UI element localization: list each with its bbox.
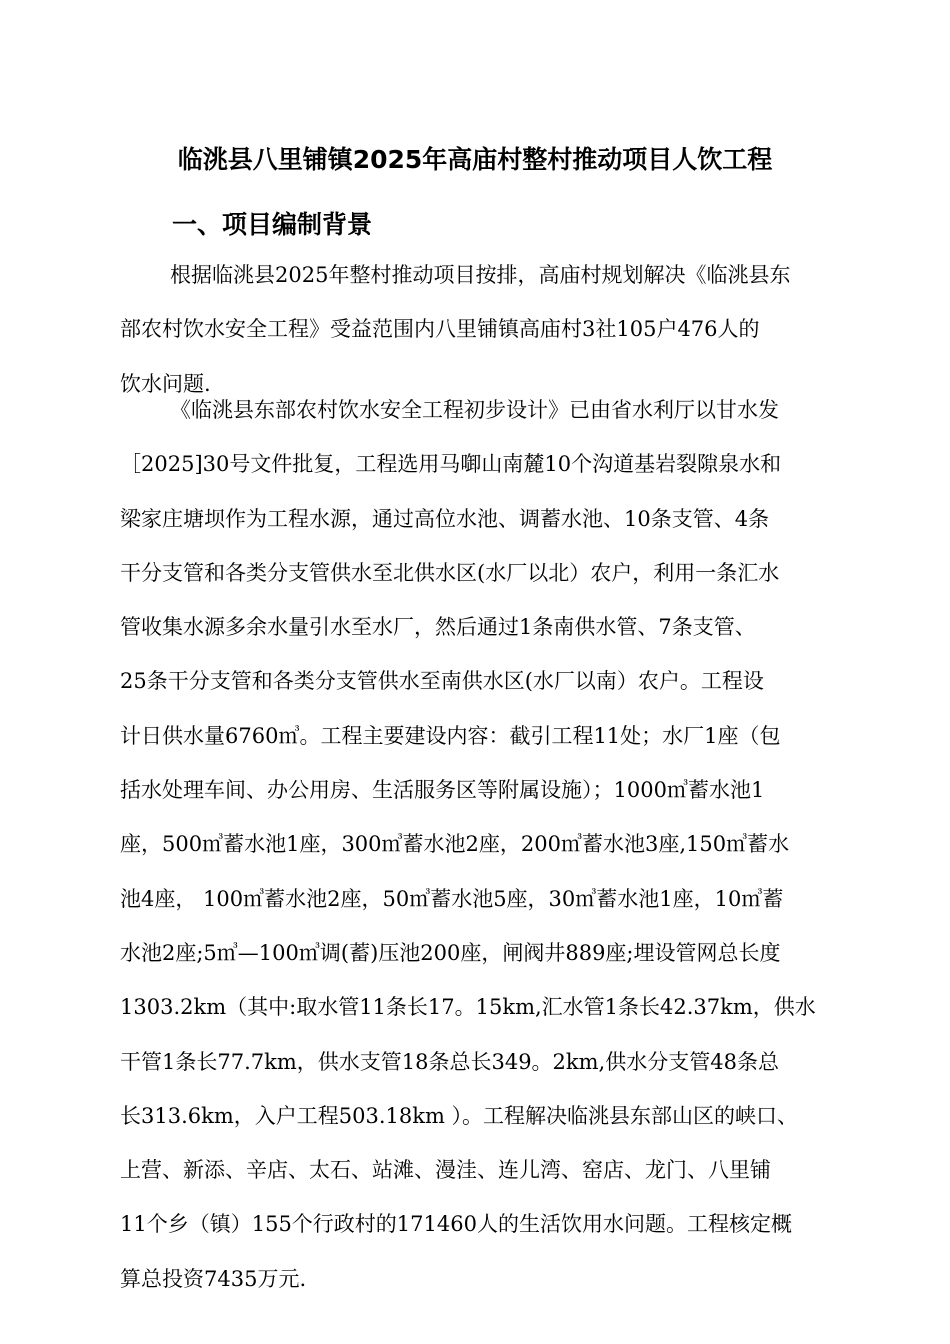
paragraph-line: 算总投资7435万元. xyxy=(120,1266,307,1291)
paragraph-line: 根据临洮县2025年整村推动项目按排，高庙村规划解决《临洮县东 xyxy=(170,263,791,287)
paragraph-line: 25条干分支管和各类分支管供水至南供水区(水厂以南）农户。工程设 xyxy=(120,669,764,694)
paragraph-line: 长313.6km，入户工程503.18km ）。工程解决临洮县东部山区的峡口、 xyxy=(120,1103,799,1128)
paragraph-line: 梁家庄塘坝作为工程水源，通过高位水池、调蓄水池、10条支管、4条 xyxy=(120,506,770,531)
paragraph-line: 《临洮县东部农村饮水安全工程初步设计》已由省水利厅以甘水发 xyxy=(170,398,779,422)
document-title: 临洮县八里铺镇2025年高庙村整村推动项目人饮工程 xyxy=(177,145,773,174)
paragraph-line: 上营、新添、辛店、太石、站滩、漫洼、连儿湾、窑店、龙门、八里铺 xyxy=(120,1158,771,1183)
paragraph-line: 水池2座;5㎥—100㎥调(蓄)压池200座，闸阀井889座;埋设管网总长度 xyxy=(120,940,781,965)
paragraph-line: 11个乡（镇）155个行政村的171460人的生活饮用水问题。工程核定概 xyxy=(120,1212,792,1237)
paragraph-line: 括水处理车间、办公用房、生活服务区等附属设施）；1000㎥蓄水池1 xyxy=(120,778,765,803)
paragraph-line: 座，500㎥蓄水池1座，300㎥蓄水池2座，200㎥蓄水池3座,150㎥蓄水 xyxy=(120,832,790,857)
section-heading: 一、项目编制背景 xyxy=(172,210,373,239)
paragraph-line: 管收集水源多余水量引水至水厂，然后通过1条南供水管、7条支管、 xyxy=(120,615,756,640)
paragraph-line: ［2025]30号文件批复，工程选用马啣山南麓10个沟道基岩裂隙泉水和 xyxy=(120,452,782,477)
paragraph-design-approval xyxy=(120,383,832,1306)
paragraph-line: 干管1条长77.7km，供水支管18条总长349。2km,供水分支管48条总 xyxy=(120,1049,779,1074)
paragraph-line: 干分支管和各类分支管供水至北供水区(水厂以北）农户，利用一条汇水 xyxy=(120,560,780,585)
paragraph-line: 池4座， 100㎥蓄水池2座，50㎥蓄水池5座，30㎥蓄水池1座，10㎥蓄 xyxy=(120,886,784,911)
paragraph-line: 部农村饮水安全工程》受益范围内八里铺镇高庙村3社105户476人的 xyxy=(120,317,760,342)
paragraph-line: 饮水问题. xyxy=(120,371,211,396)
paragraph-line: 计日供水量6760㎥。工程主要建设内容：截引工程11处；水厂1座（包 xyxy=(120,723,781,748)
paragraph-line: 1303.2km（其中:取水管11条长17。15km,汇水管1条长42.37km，供水 xyxy=(120,995,816,1020)
